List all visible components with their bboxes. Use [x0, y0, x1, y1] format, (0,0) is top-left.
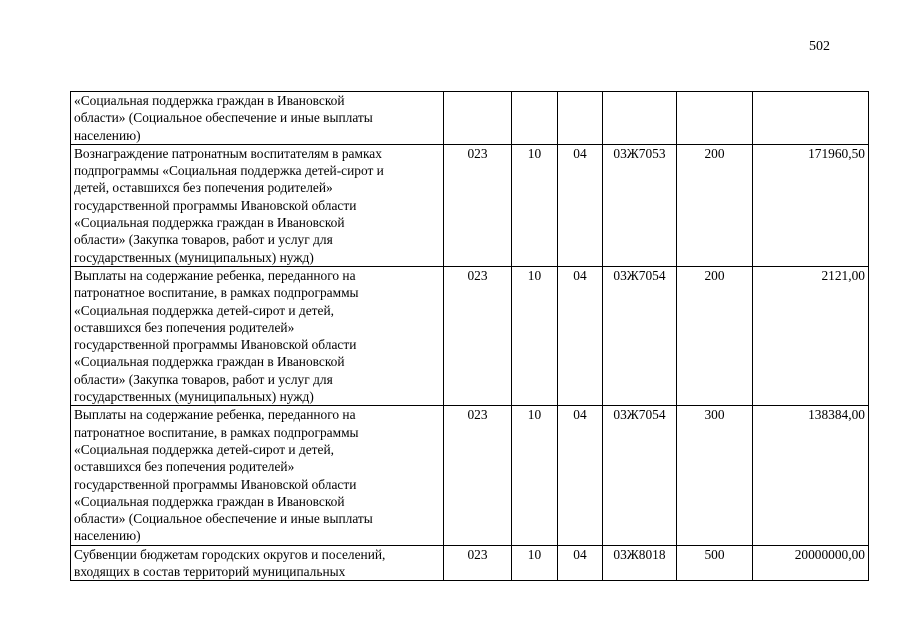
subsection-code — [558, 92, 603, 145]
row-name: Вознаграждение патронатным воспитателям в рамках подпрограммы «Социальная поддержка детей-сирот и детей, оставшихся без попечения родителей» государственной программы Ивановской области «Социальная поддержка граждан в Ивановской области» (Закупка товаров, работ и услуг для государственных (муниципальных) нужд) — [74, 145, 384, 265]
subsection-code: 04 — [558, 406, 603, 545]
table-row — [71, 545, 869, 581]
ministry-code: 023 — [444, 144, 512, 266]
amount: 171960,50 — [753, 144, 869, 266]
target-item-code: 03Ж8018 — [603, 545, 677, 581]
row-name: Субвенции бюджетам городских округов и поселений, входящих в состав территорий муниципальных — [74, 546, 386, 580]
row-name-cell — [71, 406, 444, 545]
subsection-code: 04 — [558, 266, 603, 405]
target-item-code: 03Ж7054 — [603, 266, 677, 405]
expense-type-code: 200 — [677, 266, 753, 405]
table-row — [71, 266, 869, 405]
ministry-code: 023 — [444, 545, 512, 581]
subsection-code: 04 — [558, 144, 603, 266]
row-name-cell — [71, 92, 444, 145]
subsection-code: 04 — [558, 545, 603, 581]
row-name: «Социальная поддержка граждан в Ивановской области» (Социальное обеспечение и иные выплаты населению) — [74, 93, 373, 143]
ministry-code: 023 — [444, 266, 512, 405]
section-code: 10 — [512, 144, 558, 266]
row-name: Выплаты на содержание ребенка, переданного на патронатное воспитание, в рамках подпрограммы «Социальная поддержка детей-сирот и детей, оставшихся без попечения родителей» государственной программы Ивановской области «Социальная поддержка граждан в Ивановской области» (Социальное обеспечение и иные выплаты населению) — [74, 407, 373, 544]
budget-table — [70, 91, 869, 581]
expense-type-code: 200 — [677, 144, 753, 266]
table-row — [71, 92, 869, 145]
section-code: 10 — [512, 545, 558, 581]
table-row — [71, 144, 869, 266]
amount — [753, 92, 869, 145]
section-code: 10 — [512, 406, 558, 545]
row-name-cell — [71, 144, 444, 266]
row-name-cell — [71, 545, 444, 581]
ministry-code — [444, 92, 512, 145]
expense-type-code — [677, 92, 753, 145]
row-name-cell — [71, 266, 444, 405]
table-row — [71, 406, 869, 545]
target-item-code: 03Ж7053 — [603, 144, 677, 266]
page-number: 502 — [809, 39, 830, 54]
row-name: Выплаты на содержание ребенка, переданного на патронатное воспитание, в рамках подпрограммы «Социальная поддержка детей-сирот и детей, оставшихся без попечения родителей» государственной программы Ивановской области «Социальная поддержка граждан в Ивановской области» (Закупка товаров, работ и услуг для государственных (муниципальных) нужд) — [74, 267, 359, 405]
amount: 2121,00 — [753, 266, 869, 405]
ministry-code: 023 — [444, 406, 512, 545]
target-item-code — [603, 92, 677, 145]
amount: 20000000,00 — [753, 545, 869, 581]
section-code — [512, 92, 558, 145]
amount: 138384,00 — [753, 406, 869, 545]
expense-type-code: 500 — [677, 545, 753, 581]
target-item-code: 03Ж7054 — [603, 406, 677, 545]
expense-type-code: 300 — [677, 406, 753, 545]
section-code: 10 — [512, 266, 558, 405]
